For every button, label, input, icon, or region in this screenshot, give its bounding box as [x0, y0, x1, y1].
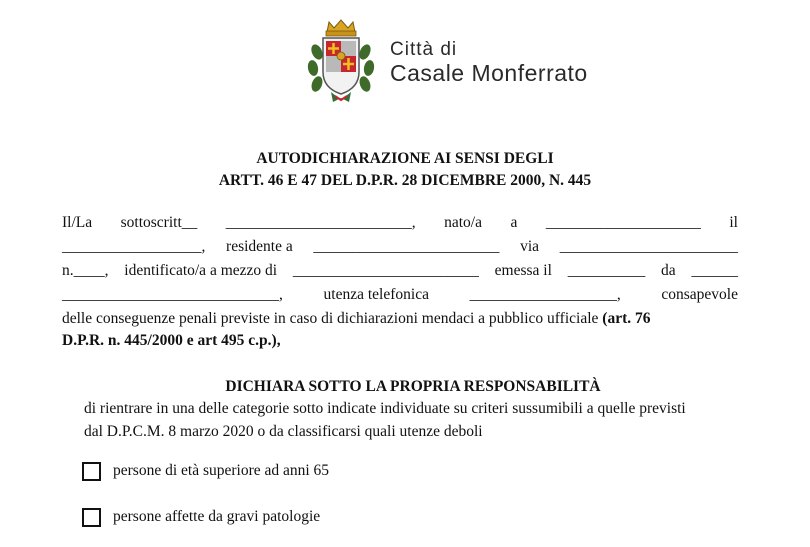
blank-field-birthplace[interactable]: ____________________ — [545, 214, 701, 231]
blank-field-name[interactable]: ________________________, — [225, 214, 416, 231]
form-text: consapevole — [661, 286, 738, 303]
form-text: sottoscritt__ — [120, 214, 198, 231]
form-text: utenza telefonica — [323, 286, 429, 303]
blank-field-phone[interactable]: ___________________, — [469, 286, 621, 303]
checkbox-serious-pathologies[interactable] — [82, 508, 101, 527]
form-text: a — [510, 214, 518, 231]
blank-field-issuer[interactable]: ______ — [691, 262, 738, 279]
legal-reference: D.P.R. n. 445/2000 e art 495 c.p.), — [62, 332, 281, 349]
blank-field-birthdate[interactable]: __________________, — [62, 238, 206, 255]
blank-field-residence[interactable]: ________________________ — [313, 238, 500, 255]
checkbox-label-over-65: persone di età superiore ad anni 65 — [113, 462, 330, 479]
blank-field-issue-date[interactable]: __________ — [567, 262, 646, 279]
form-text: identificato/a a mezzo di — [124, 262, 278, 279]
form-text: da — [661, 262, 676, 279]
form-row-phone — [62, 285, 738, 304]
form-text: Il/La — [62, 214, 93, 231]
document-title-line1: AUTODICHIARAZIONE AI SENSI DEGLI — [256, 150, 554, 167]
city-name-block — [390, 40, 588, 86]
declaration-heading: DICHIARA SOTTO LA PROPRIA RESPONSABILITÀ — [225, 378, 601, 395]
penalties-text: delle conseguenze penali previste in caso di dichiarazioni mendaci a pubblico ufficiale — [62, 310, 603, 327]
form-row-name-birth — [62, 213, 738, 232]
form-text: il — [729, 214, 738, 231]
city-name-line2: Casale Monferrato — [390, 60, 588, 86]
form-text: residente a — [226, 238, 293, 255]
blank-field-document[interactable]: ________________________ — [292, 262, 479, 279]
city-name-line1: Città di — [390, 39, 458, 60]
form-row-penalties — [62, 309, 738, 328]
checkbox-over-65[interactable] — [82, 462, 101, 481]
checkbox-label-serious-pathologies: persone affette da gravi patologie — [113, 508, 321, 525]
blank-field-issuer-cont[interactable]: ____________________________, — [62, 286, 283, 303]
declaration-text-line1: di rientrare in una delle categorie sotto indicate individuate su criteri sussumibili a quelle previsti — [84, 400, 686, 417]
form-text: emessa il — [494, 262, 552, 279]
form-text: via — [520, 238, 540, 255]
declaration-text-line2: dal D.P.C.M. 8 marzo 2020 o da classificarsi quali utenze deboli — [84, 423, 483, 440]
blank-field-street[interactable]: _______________________ — [559, 238, 738, 255]
form-text: nato/a — [444, 214, 482, 231]
blank-field-number[interactable]: n.____, — [62, 262, 109, 279]
penalties-ref: (art. 76 — [602, 310, 651, 327]
document-title-line2: ARTT. 46 E 47 DEL D.P.R. 28 DICEMBRE 2000, N. 445 — [218, 172, 592, 189]
form-row-residence — [62, 237, 738, 256]
form-row-identification — [62, 261, 738, 280]
city-coat-of-arms-logo — [305, 18, 377, 104]
